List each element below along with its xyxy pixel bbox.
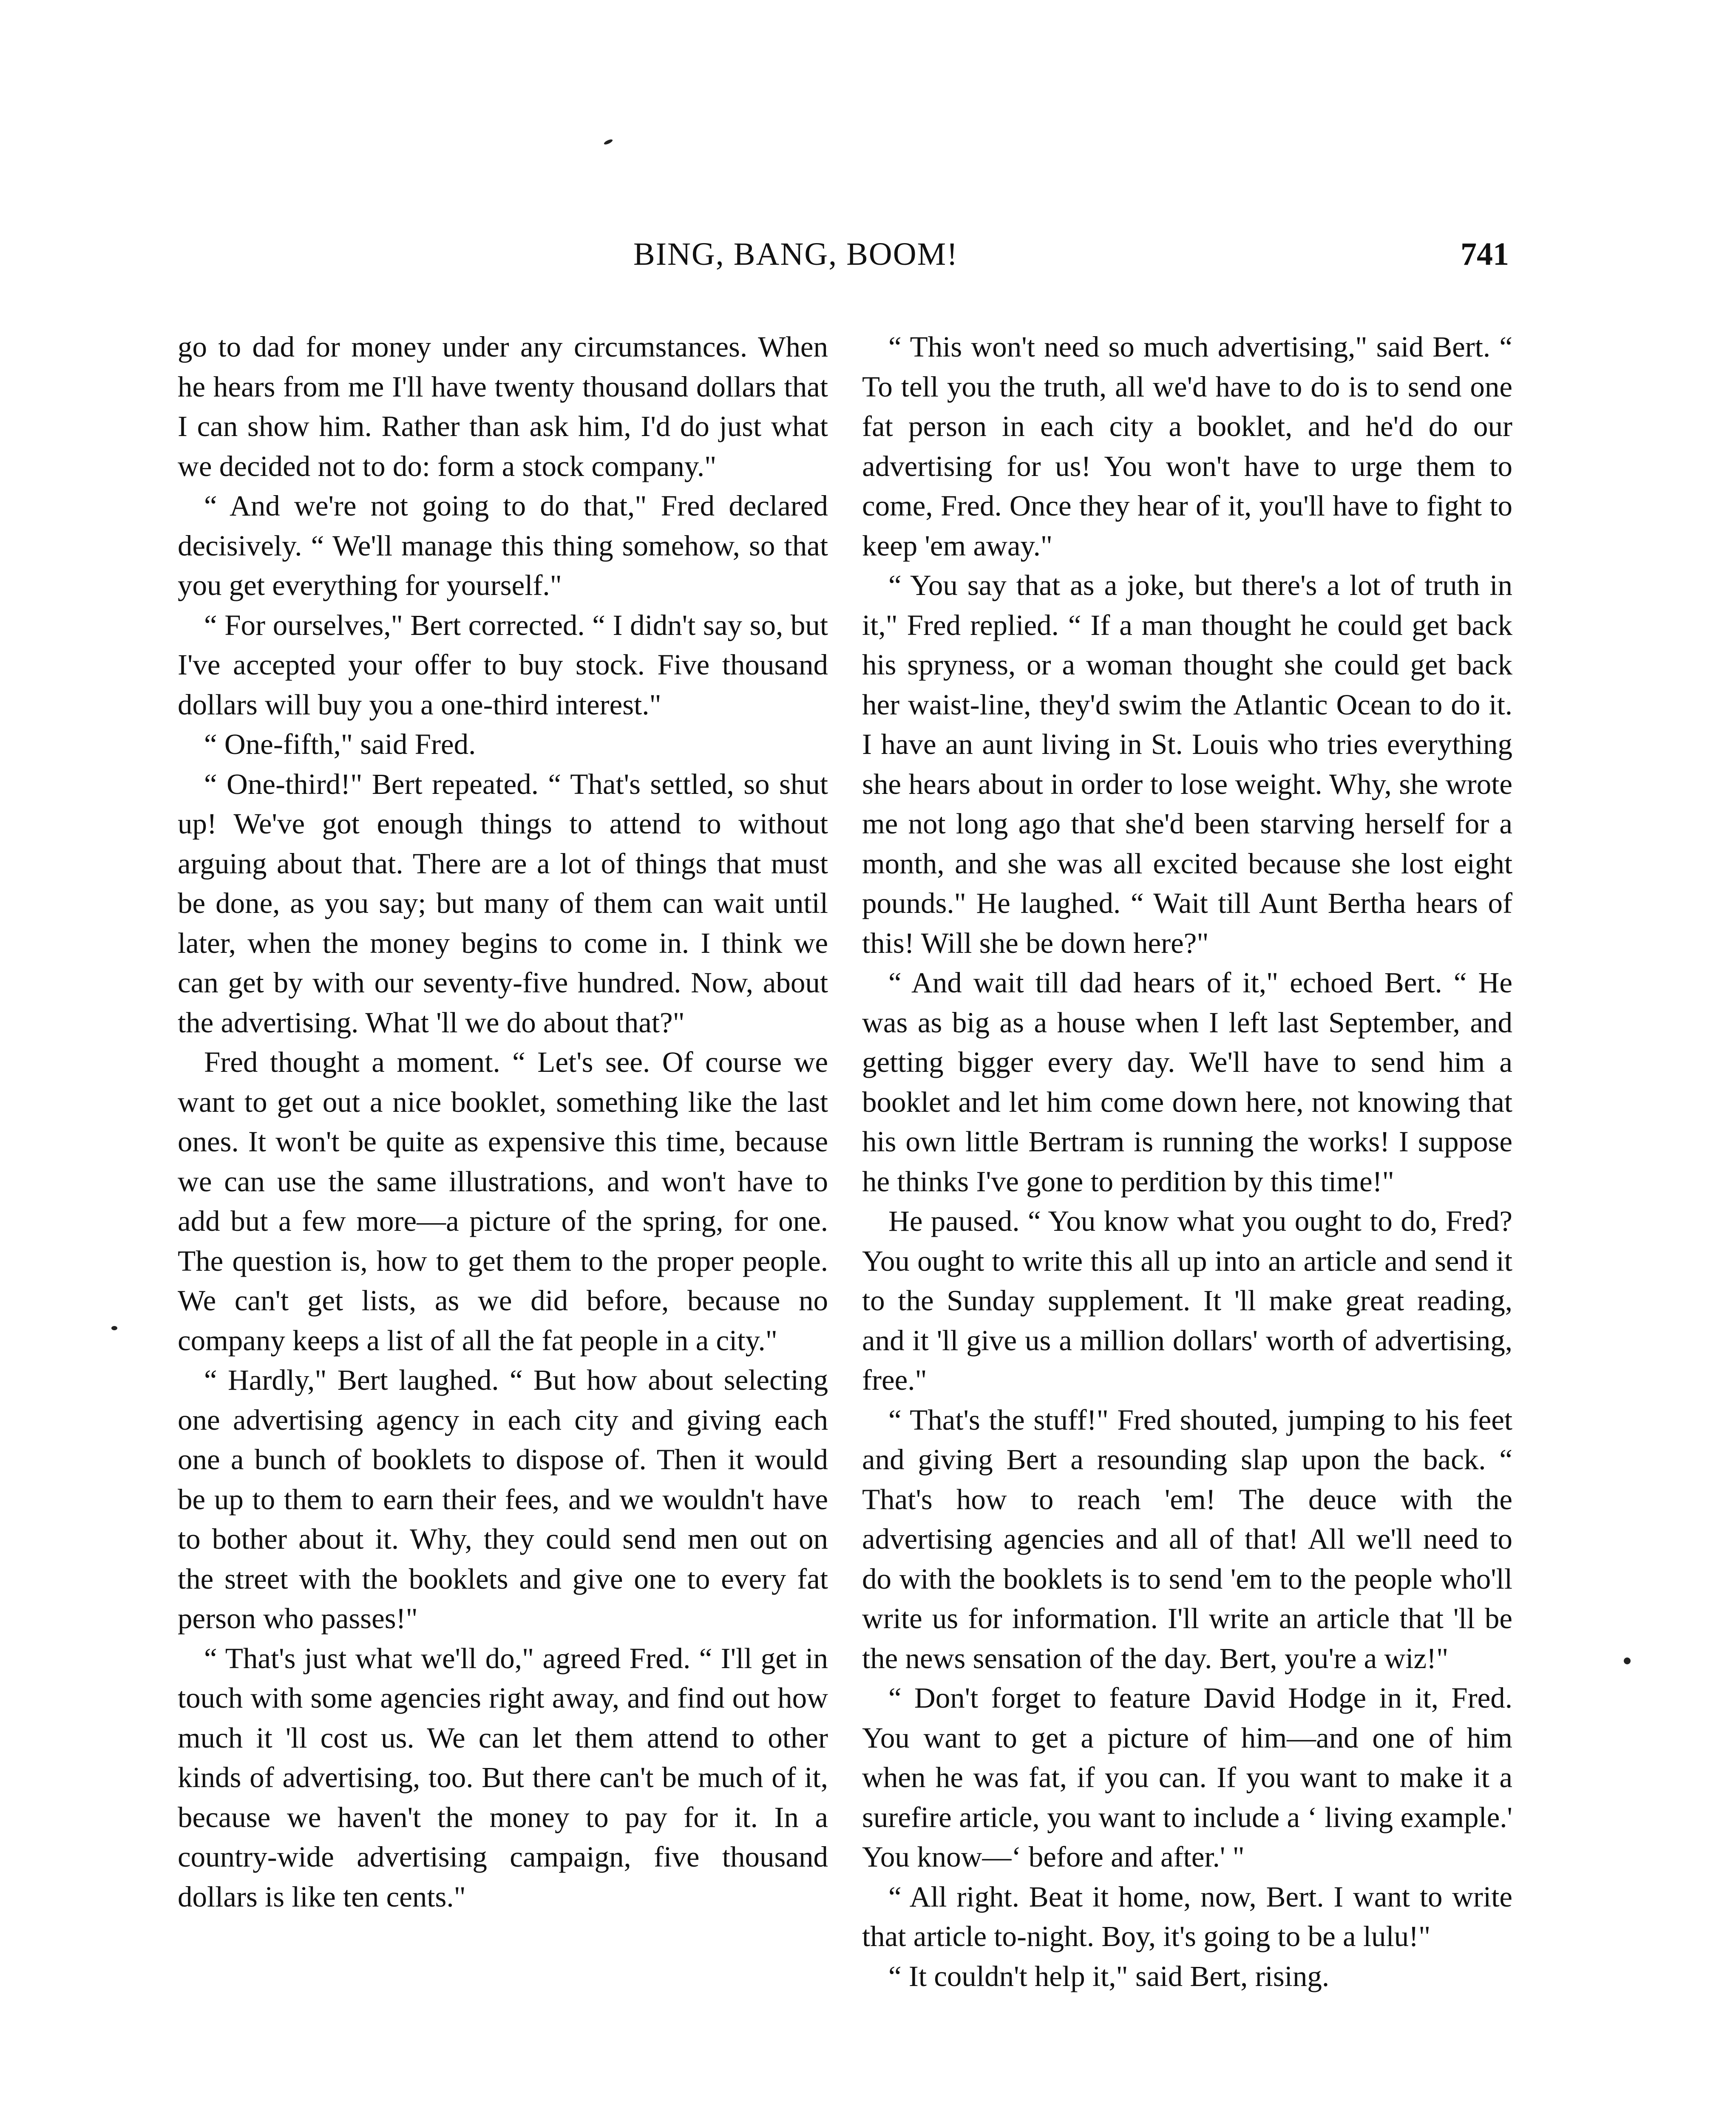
paragraph: He paused. “ You know what you ought to do, Fred? You ought to write this all up into an article and send it to the Sunday supplement. It 'll make great reading, and it 'll give us a million dollars' worth of advertising, free." — [862, 1205, 1512, 1396]
paragraph: “ That's just what we'll do," agreed Fred. “ I'll get in touch with some agencies right away, and find out how much it 'll cost us. We can let them attend to other kinds of advertising, too. But there can't be much of it, because we haven't the money to pay for it. In a country-wide advertising campaign, five thousand dollars is like ten cents." — [178, 1642, 828, 1913]
paragraph: go to dad for money under any circumstances. When he hears from me I'll have twenty thousand dollars that I can show him. Rather than ask him, I'd do just what we decided not to do: form a stock company." — [178, 331, 828, 482]
paragraph: “ This won't need so much advertising," said Bert. “ To tell you the truth, all we'd have to do is to send one fat person in each city a booklet, and he'd do our advertising for us! You won't have to urge them to come, Fred. Once they hear of it, you'll have to fight to keep 'em away." — [862, 331, 1512, 562]
paragraph: Fred thought a moment. “ Let's see. Of course we want to get out a nice booklet, something like the last ones. It won't be quite as expensive this time, because we can use the same illustrations, and won't have to add but a few more—a picture of the spring, for one. The question is, how to get them to the proper people. We can't get lists, as we did before, because no company keeps a list of all the fat people in a city." — [178, 1046, 828, 1357]
page-header — [633, 238, 1509, 289]
paragraph: “ And wait till dad hears of it," echoed Bert. “ He was as big as a house when I left last September, and getting bigger every day. We'll have to send him a booklet and let him come down here, not knowing that his own little Bertram is running the works! I suppose he thinks I've gone to perdition by this time!" — [862, 966, 1512, 1198]
print-speck — [1624, 1658, 1631, 1664]
right-column — [862, 327, 1512, 2125]
paragraph: “ That's the stuff!" Fred shouted, jumping to his feet and giving Bert a resounding slap upon the back. “ That's how to reach 'em! The deuce with the advertising agencies and all of that! All we'll need to do with the booklets is to send 'em to the people who'll write us for information. I'll write an article that 'll be the news sensation of the day. Bert, you're a wiz!" — [862, 1403, 1512, 1674]
paragraph: “ Hardly," Bert laughed. “ But how about selecting one advertising agency in each city and giving each one a bunch of booklets to dispose of. Then it would be up to them to earn their fees, and we wouldn't have to bother about it. Why, they could send men out on the street with the booklets and give one to every fat person who passes!" — [178, 1364, 828, 1635]
print-speck — [603, 139, 613, 146]
paragraph: “ One-third!" Bert repeated. “ That's settled, so shut up! We've got enough things to attend to without arguing about that. There are a lot of things that must be done, as you say; but many of them can wait until later, when the money begins to come in. I think we can get by with our seventy-five hundred. Now, about the advertising. What 'll we do about that?" — [178, 768, 828, 1039]
paragraph: “ One-fifth," said Fred. — [204, 728, 476, 760]
paragraph: “ Don't forget to feature David Hodge in it, Fred. You want to get a picture of him—and one of him when he was fat, if you can. If you want to make it a surefire article, you want to include a ‘ living example.' You know—‘ before and after.' " — [862, 1682, 1512, 1873]
paragraph: “ All right. Beat it home, now, Bert. I want to write that article to-night. Boy, it's going to be a lulu!" — [862, 1880, 1512, 1952]
print-speck — [111, 1326, 117, 1330]
running-title: BING, BANG, BOOM! — [633, 236, 959, 272]
page-number: 741 — [1461, 236, 1509, 272]
paragraph: “ And we're not going to do that," Fred declared decisively. “ We'll manage this thing somehow, so that you get everything for yourself." — [178, 490, 828, 601]
left-column — [178, 327, 828, 2125]
paragraph: “ You say that as a joke, but there's a lot of truth in it," Fred replied. “ If a man thought he could get back his spryness, or a woman thought she could get back her waist-line, they'd swim the Atlantic Ocean to do it. I have an aunt living in St. Louis who tries everything she hears about in order to lose weight. Why, she wrote me not long ago that she'd been starving herself for a month, and she was all excited because she lost eight pounds." He laughed. “ Wait till Aunt Bertha hears of this! Will she be down here?" — [862, 569, 1512, 959]
paragraph: “ For ourselves," Bert corrected. “ I didn't say so, but I've accepted your offer to buy stock. Five thousand dollars will buy you a one-third interest." — [178, 609, 828, 721]
paragraph: “ It couldn't help it," said Bert, rising. — [888, 1960, 1330, 1992]
